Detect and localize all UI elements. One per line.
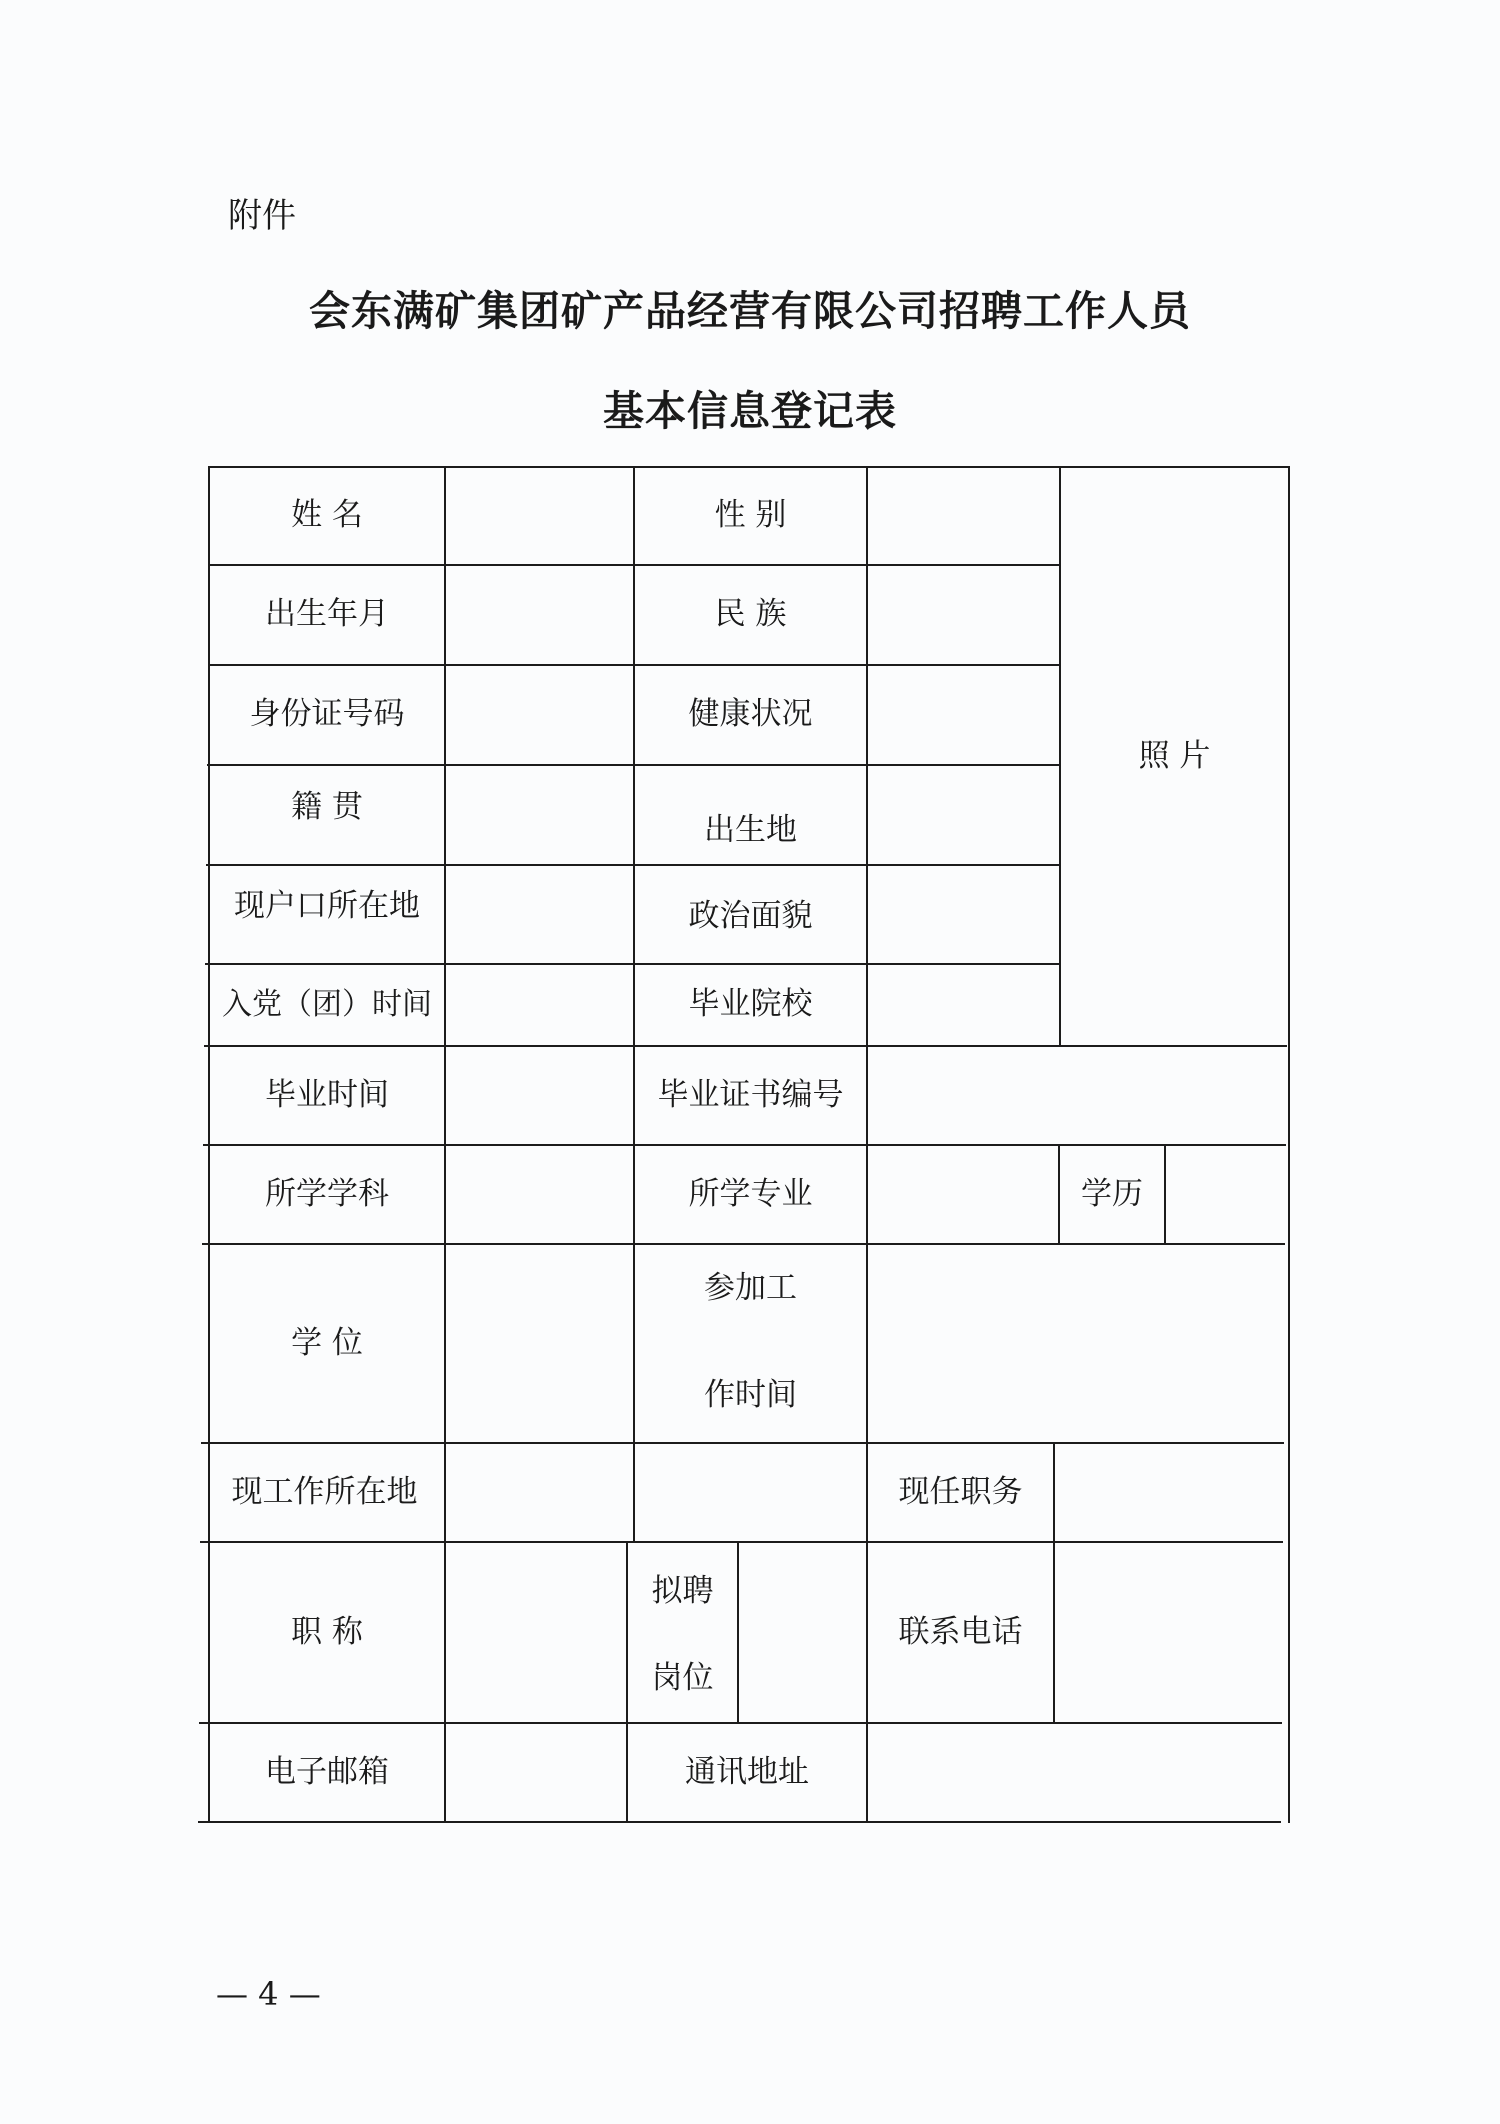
label-graduation-time: 毕业时间	[265, 1076, 389, 1113]
label-current-position: 现任职务	[898, 1473, 1023, 1510]
photo-box[interactable]: 照 片	[1138, 737, 1211, 774]
label-party-join-time: 入党（团）时间	[222, 987, 432, 1022]
birth-date-field[interactable]	[446, 566, 633, 664]
label-hukou: 现户口所在地	[234, 888, 420, 925]
graduate-school-field[interactable]	[868, 965, 1059, 1045]
major-field[interactable]	[868, 1146, 1058, 1243]
phone-field[interactable]	[1055, 1543, 1288, 1722]
graduation-time-field[interactable]	[446, 1047, 633, 1144]
label-name: 姓 名	[291, 497, 363, 534]
work-start-time-field[interactable]	[868, 1245, 1288, 1442]
gender-field[interactable]	[868, 468, 1059, 564]
email-field[interactable]	[446, 1724, 626, 1821]
label-title: 职 称	[291, 1613, 363, 1650]
label-political-status: 政治面貌	[688, 897, 813, 934]
label-birthplace: 出生地	[704, 812, 797, 849]
label-work-start-time	[635, 1262, 866, 1414]
diploma-number-field[interactable]	[868, 1047, 1288, 1144]
label-intended-post	[628, 1565, 737, 1697]
label-discipline: 所学学科	[265, 1175, 389, 1212]
current-position-field[interactable]	[1055, 1444, 1288, 1541]
attachment-label: 附件	[228, 196, 296, 236]
hukou-field[interactable]	[446, 866, 633, 963]
label-degree: 学 位	[291, 1324, 363, 1361]
form-title-line1: 会东满矿集团矿产品经营有限公司招聘工作人员	[309, 287, 1191, 335]
address-field[interactable]	[868, 1724, 1288, 1821]
label-phone: 联系电话	[898, 1613, 1023, 1650]
label-diploma-number: 毕业证书编号	[657, 1076, 844, 1113]
form-title-line2: 基本信息登记表	[603, 387, 897, 435]
label-native-place: 籍 贯	[291, 789, 363, 826]
id-number-field[interactable]	[446, 666, 633, 764]
title-field[interactable]	[446, 1543, 626, 1722]
label-current-work-location: 现工作所在地	[231, 1473, 418, 1510]
name-field[interactable]	[446, 468, 633, 564]
ethnicity-field[interactable]	[868, 566, 1059, 664]
label-address: 通讯地址	[685, 1753, 809, 1790]
discipline-field[interactable]	[446, 1146, 633, 1243]
label-birth-date: 出生年月	[265, 596, 389, 633]
label-gender: 性 别	[714, 497, 787, 534]
birthplace-field[interactable]	[868, 766, 1059, 864]
degree-field[interactable]	[446, 1245, 633, 1442]
health-field[interactable]	[868, 666, 1059, 764]
label-email: 电子邮箱	[265, 1753, 389, 1790]
intended-post-field[interactable]	[739, 1543, 866, 1722]
label-ethnicity: 民 族	[714, 596, 787, 633]
label-education: 学历	[1081, 1175, 1143, 1212]
rule-bottom	[198, 1821, 1281, 1823]
label-intended-post-line2: 岗位	[651, 1660, 714, 1696]
label-work-start-line2: 作时间	[704, 1377, 797, 1413]
rule-right	[1288, 466, 1290, 1823]
label-work-start-line1: 参加工	[704, 1270, 797, 1306]
label-graduate-school: 毕业院校	[688, 986, 813, 1023]
political-status-field[interactable]	[868, 866, 1059, 963]
current-work-location-field[interactable]	[446, 1444, 866, 1541]
label-health: 健康状况	[688, 696, 813, 733]
label-major: 所学专业	[688, 1175, 813, 1212]
education-field[interactable]	[1166, 1146, 1288, 1243]
label-intended-post-line1: 拟聘	[651, 1573, 714, 1609]
party-join-time-field[interactable]	[446, 965, 633, 1045]
page-number: — 4 —	[216, 1975, 321, 2013]
label-id-number: 身份证号码	[249, 696, 405, 733]
native-place-field[interactable]	[446, 766, 633, 864]
